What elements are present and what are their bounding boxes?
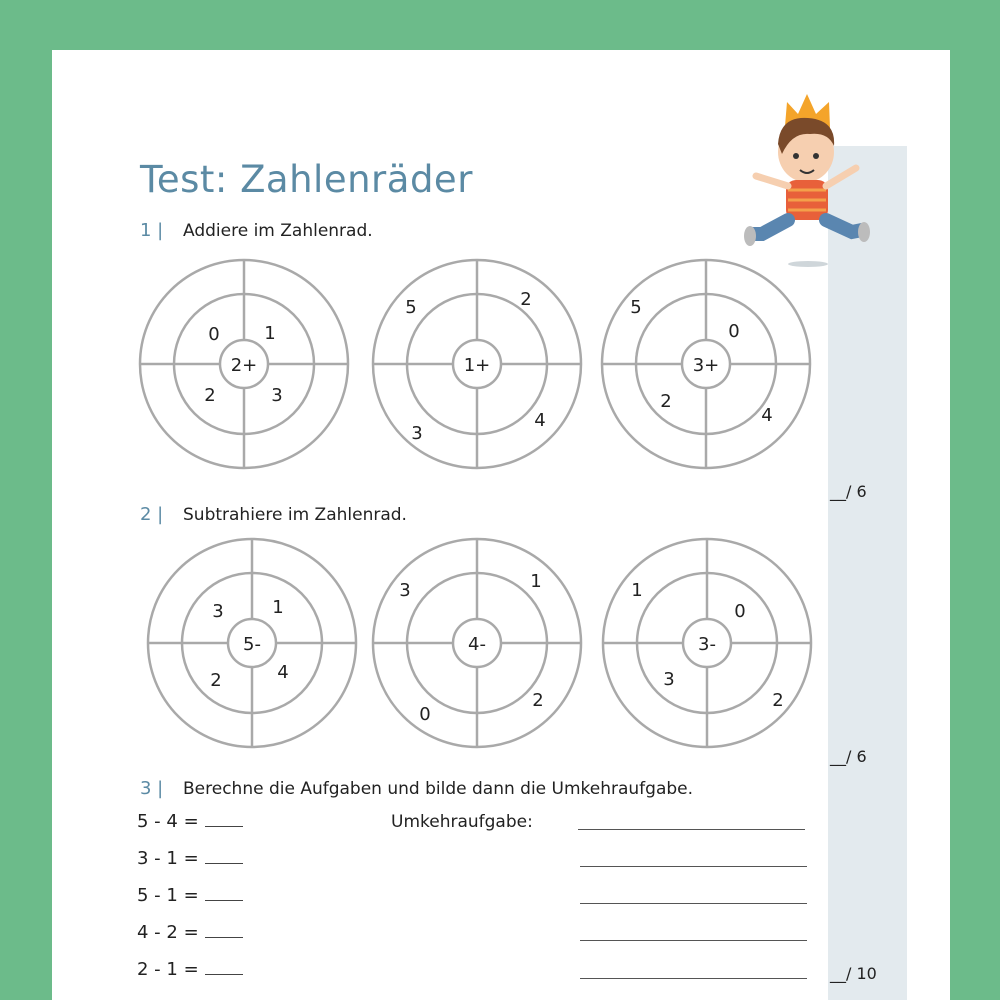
wheel-number: 2 <box>520 289 532 310</box>
wheel-number: 3 <box>271 385 283 406</box>
wheel-number: 0 <box>419 704 431 725</box>
number-wheel <box>602 260 810 468</box>
wheel-number: 2 <box>660 391 672 412</box>
wheel-number: 3 <box>399 580 411 601</box>
worksheet <box>52 50 950 1000</box>
task-1-instruction: Addiere im Zahlenrad. <box>183 221 373 241</box>
wheel-number: 1 <box>264 323 276 344</box>
equation-text: 4 - 2 = <box>137 922 199 943</box>
equation-row <box>137 847 243 869</box>
score-task-1: __/ 6 <box>830 482 867 501</box>
number-wheel <box>373 539 581 747</box>
umkehr-answer-line[interactable] <box>580 903 807 904</box>
umkehr-answer-line[interactable] <box>580 866 807 867</box>
answer-blank[interactable] <box>205 921 243 938</box>
wheel-number: 2 <box>532 690 544 711</box>
score-task-3: __/ 10 <box>830 964 877 983</box>
wheel-number: 4 <box>534 410 546 431</box>
number-wheel <box>603 539 811 747</box>
equation-row <box>137 884 243 906</box>
wheel-number: 2 <box>210 670 222 691</box>
wheel-number: 1 <box>631 580 643 601</box>
answer-blank[interactable] <box>205 810 243 827</box>
wheel-number: 4 <box>277 662 289 683</box>
wheel-number: 0 <box>208 324 220 345</box>
equation-row <box>137 958 243 980</box>
wheel-number: 5 <box>405 297 417 318</box>
wheel-number: 0 <box>734 601 746 622</box>
answer-blank[interactable] <box>205 847 243 864</box>
task-2-instruction: Subtrahiere im Zahlenrad. <box>183 505 407 525</box>
wheel-number: 0 <box>728 321 740 342</box>
wheel-operator: 2+ <box>230 355 258 376</box>
wheel-number: 4 <box>761 405 773 426</box>
wheel-operator: 1+ <box>463 355 491 376</box>
equation-text: 5 - 1 = <box>137 885 199 906</box>
wheel-number: 3 <box>411 423 423 444</box>
umkehr-answer-line[interactable] <box>580 940 807 941</box>
score-column <box>828 146 907 1000</box>
equation-text: 2 - 1 = <box>137 959 199 980</box>
wheel-number: 1 <box>272 597 284 618</box>
task-3-number: 3 | <box>140 778 164 799</box>
umkehraufgabe-label: Umkehraufgabe: <box>391 812 533 832</box>
wheel-operator: 5- <box>243 634 261 655</box>
answer-blank[interactable] <box>205 958 243 975</box>
equation-row <box>137 921 243 943</box>
wheel-number: 2 <box>772 690 784 711</box>
equation-row <box>137 810 243 832</box>
wheel-number: 1 <box>530 571 542 592</box>
number-wheel <box>140 260 348 468</box>
wheel-operator: 4- <box>468 634 486 655</box>
equation-text: 5 - 4 = <box>137 811 199 832</box>
wheel-number: 3 <box>212 601 224 622</box>
wheel-operator: 3+ <box>692 355 720 376</box>
wheel-number: 3 <box>663 669 675 690</box>
wheel-number: 2 <box>204 385 216 406</box>
task-2-number: 2 | <box>140 504 164 525</box>
number-wheel <box>148 539 356 747</box>
wheel-number: 5 <box>630 297 642 318</box>
umkehr-answer-line[interactable] <box>580 978 807 979</box>
wheel-operator: 3- <box>698 634 716 655</box>
answer-blank[interactable] <box>205 884 243 901</box>
score-task-2: __/ 6 <box>830 747 867 766</box>
task-3-instruction: Berechne die Aufgaben und bilde dann die Umkehraufgabe. <box>183 779 694 799</box>
task-1-number: 1 | <box>140 220 164 241</box>
page-title: Test: Zahlenräder <box>140 158 473 201</box>
umkehr-answer-line[interactable] <box>578 829 805 830</box>
equation-text: 3 - 1 = <box>137 848 199 869</box>
number-wheel <box>373 260 581 468</box>
